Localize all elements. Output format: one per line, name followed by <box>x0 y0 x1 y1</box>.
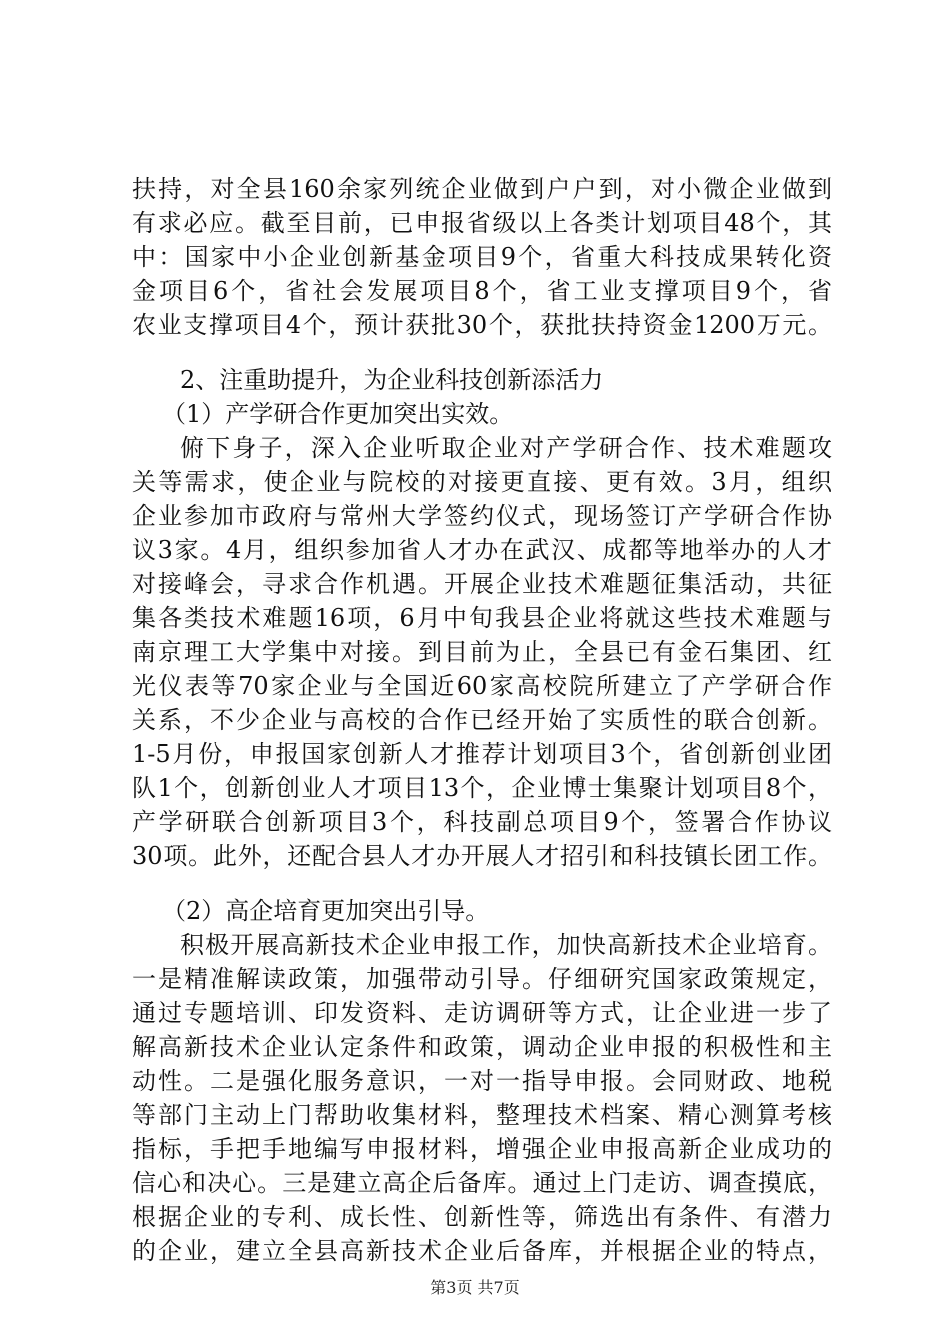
document-body <box>132 172 832 1268</box>
text-line: 积极开展高新技术企业申报工作，加快高新技术企业培育。 <box>180 931 832 959</box>
text-line: 南京理工大学集中对接。到目前为止，全县已有金石集团、红 <box>132 638 832 666</box>
text-line: 议3家。4月，组织参加省人才办在武汉、成都等地举办的人才 <box>132 536 832 564</box>
section-heading: 2、注重助提升，为企业科技创新添活力 <box>180 366 604 394</box>
text-line: 指标，手把手地编写申报材料，增强企业申报高新企业成功的 <box>132 1135 832 1163</box>
paragraph-high-tech-cultivation <box>132 928 832 1268</box>
text-line: 关等需求，使企业与院校的对接更直接、更有效。3月，组织 <box>132 468 832 496</box>
text-line: 1-5月份，申报国家创新人才推荐计划项目3个，省创新创业团 <box>132 740 832 768</box>
text-line: 关系，不少企业与高校的合作已经开始了实质性的联合创新。 <box>132 706 832 734</box>
text-line: 集各类技术难题16项，6月中旬我县企业将就这些技术难题与 <box>132 604 832 632</box>
text-line: 俯下身子，深入企业听取企业对产学研合作、技术难题攻 <box>180 434 832 462</box>
text-line: 农业支撑项目4个，预计获批30个，获批扶持资金1200万元。 <box>132 311 832 339</box>
text-line: 信心和决心。三是建立高企后备库。通过上门走访、调查摸底， <box>132 1169 832 1197</box>
page-number-footer: 第3页 共7页 <box>430 1278 520 1297</box>
text-line: 根据企业的专利、成长性、创新性等，筛选出有条件、有潜力 <box>132 1203 832 1231</box>
paragraph-spacer <box>132 873 832 894</box>
paragraph-spacer <box>132 342 832 363</box>
text-line: 产学研联合创新项目3个，科技副总项目9个，签署合作协议 <box>132 808 832 836</box>
text-line: 解高新技术企业认定条件和政策，调动企业申报的积极性和主 <box>132 1033 832 1061</box>
text-line: 的企业，建立全县高新技术企业后备库，并根据企业的特点， <box>132 1237 832 1265</box>
text-line: 扶持，对全县160余家列统企业做到户户到，对小微企业做到 <box>132 175 832 203</box>
text-line: 队1个，创新创业人才项目13个，企业博士集聚计划项目8个， <box>132 774 832 802</box>
text-line: 等部门主动上门帮助收集材料，整理技术档案、精心测算考核 <box>132 1101 832 1129</box>
text-line: 30项。此外，还配合县人才办开展人才招引和科技镇长团工作。 <box>132 842 832 870</box>
text-line: 对接峰会，寻求合作机遇。开展企业技术难题征集活动，共征 <box>132 570 832 598</box>
paragraph-industry-research <box>132 431 832 873</box>
text-line: 动性。二是强化服务意识，一对一指导申报。会同财政、地税 <box>132 1067 832 1095</box>
text-line: 一是精准解读政策，加强带动引导。仔细研究国家政策规定， <box>132 965 832 993</box>
text-line: 光仪表等70家企业与全国近60家高校院所建立了产学研合作 <box>132 672 832 700</box>
text-line: 中：国家中小企业创新基金项目9个，省重大科技成果转化资 <box>132 243 832 271</box>
subsection-heading: （2）高企培育更加突出引导。 <box>162 897 490 925</box>
text-line: 通过专题培训、印发资料、走访调研等方式，让企业进一步了 <box>132 999 832 1027</box>
text-line: 有求必应。截至目前，已申报省级以上各类计划项目48个，其 <box>132 209 832 237</box>
text-line: 金项目6个，省社会发展项目8个，省工业支撑项目9个，省 <box>132 277 832 305</box>
subsection-heading: （1）产学研合作更加突出实效。 <box>162 400 514 428</box>
text-line: 企业参加市政府与常州大学签约仪式，现场签订产学研合作协 <box>132 502 832 530</box>
paragraph-funding-summary <box>132 172 832 342</box>
